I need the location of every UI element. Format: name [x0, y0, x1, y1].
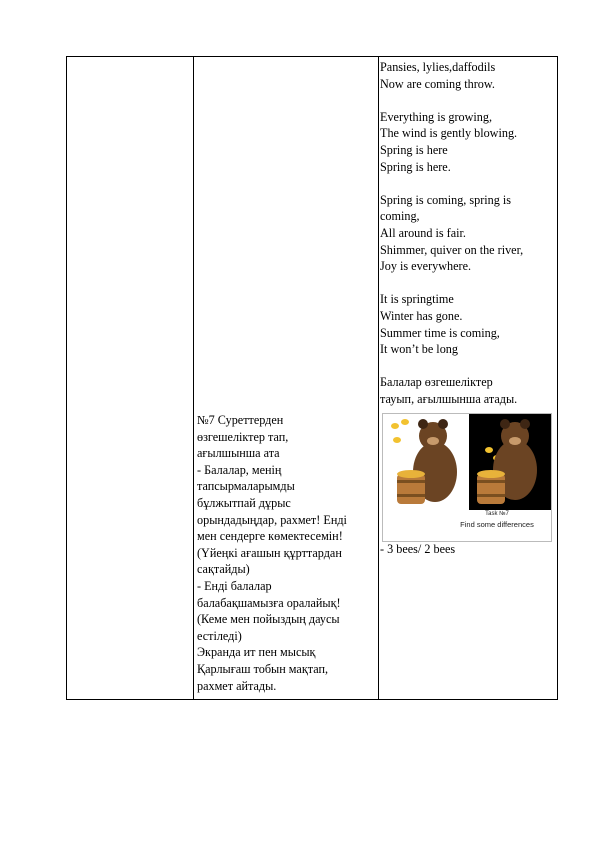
bee-icon: [393, 437, 401, 443]
bee-icon: [401, 419, 409, 425]
activity-description: №7 Суреттерден өзгешеліктер тап, ағылшынша ата - Балалар, менің тапсырмаларымды бұлжытпай дұрыс орындадыңдар, рахмет! Енді мен сендерге көмектесемін! (Үйеңкі ағашын құрттардан сақтайды) - Енді балалар балабақшамызға оралайық! (Кеме мен пойыздың даусы естіледі) Экранда ит пен мысық Қарлығаш тобын мақтап, рахмет айтады.: [197, 413, 347, 693]
bear-with-honey-illustration-dark: [469, 414, 551, 510]
column-divider-1: [193, 56, 194, 700]
table-border-top: [66, 56, 558, 57]
table-border-left: [66, 56, 67, 700]
bear-picture-right: [469, 414, 551, 510]
honey-barrel-icon: [397, 474, 425, 504]
bee-icon: [485, 447, 493, 453]
bee-icon: [391, 423, 399, 429]
honey-barrel-icon: [477, 474, 505, 504]
table-border-bottom: [66, 699, 558, 700]
table-border-right: [557, 56, 558, 700]
bear-with-honey-illustration: [383, 414, 467, 510]
find-differences-image: [382, 413, 552, 542]
figure-task-caption: Task №7: [485, 511, 509, 517]
figure-instruction-caption: Find some differences: [460, 520, 534, 529]
answer-text: - 3 bees/ 2 bees: [380, 542, 456, 556]
lesson-table: [66, 56, 558, 700]
spring-poem: Pansies, lylies,daffodils Now are coming throw. Everything is growing, The wind is gently blowing. Spring is here Spring is here. Spring is coming, spring is coming, All around is fair. Shimmer, quiver on the river, Joy is everywhere. It is springtime Winter has gone. Summer time is coming, It won’t be long Балалар өзгешеліктер тауып, ағылшынша атады.: [380, 60, 524, 406]
bear-picture-left: [383, 414, 467, 510]
